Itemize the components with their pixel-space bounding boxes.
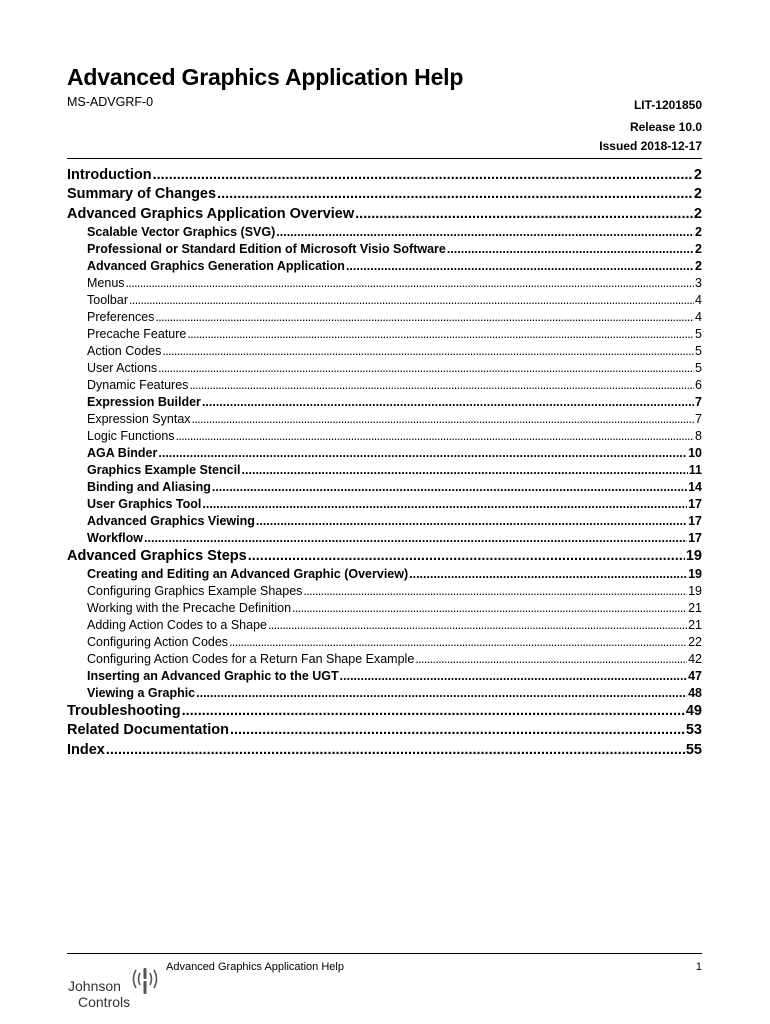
toc-entry[interactable] [67,377,702,394]
toc-entry[interactable] [67,741,702,760]
toc-entry[interactable] [67,566,702,583]
toc-entry-page: 19 [688,567,702,582]
toc-entry-title: Viewing a Graphic [87,686,196,701]
toc-leader-dots [153,166,693,185]
toc-entry[interactable] [67,721,702,740]
toc-entry[interactable] [67,634,702,651]
toc-entry-page: 49 [685,703,702,720]
toc-leader-dots [189,377,694,394]
toc-entry[interactable] [67,685,702,702]
release-label: Release 10.0 [629,120,702,134]
toc-entry-page: 2 [693,186,702,203]
toc-entry-title: Advanced Graphics Application Overview [67,205,355,222]
toc-leader-dots [346,258,694,275]
toc-entry-page: 22 [688,635,702,650]
toc-leader-dots [230,721,685,740]
toc-entry[interactable] [67,583,702,600]
toc-entry-title: Scalable Vector Graphics (SVG) [87,224,276,239]
toc-entry-page: 2 [693,167,702,183]
toc-entry[interactable] [67,241,702,258]
toc-entry-page: 11 [688,462,702,477]
toc-entry-title: Toolbar [87,292,128,307]
toc-entry-page: 17 [688,530,702,545]
toc-entry[interactable] [67,600,702,617]
toc-entry-title: Troubleshooting [67,703,181,720]
toc-leader-dots [229,634,687,651]
toc-entry-title: Working with the Precache Definition [87,601,292,616]
toc-leader-dots [248,547,685,566]
toc-leader-dots [192,411,695,428]
toc-entry-title: Graphics Example Stencil [87,462,241,477]
toc-entry-page: 17 [688,513,702,528]
toc-entry[interactable] [67,309,702,326]
toc-entry-title: Related Documentation [67,722,229,739]
toc-entry-title: Summary of Changes [67,186,217,203]
logo-emblem-icon [128,964,162,998]
toc-entry[interactable] [67,617,702,634]
document-code: MS-ADVGRF-0 [67,95,154,109]
toc-entry-title: Professional or Standard Edition of Microsoft Visio Software [87,241,446,256]
toc-leader-dots [129,292,694,309]
issue-date: Issued 2018-12-17 [599,139,702,153]
toc-entry-title: Logic Functions [87,428,175,443]
toc-entry[interactable] [67,205,702,224]
toc-entry-page: 21 [688,618,702,633]
toc-entry-title: Precache Feature [87,326,187,341]
logo-line-2: Controls [78,994,131,1010]
toc-leader-dots [415,651,687,668]
toc-leader-dots [182,702,685,721]
toc-entry-page: 19 [685,547,702,564]
header-divider [67,158,702,159]
toc-entry[interactable] [67,496,702,513]
toc-entry[interactable] [67,668,702,685]
toc-entry[interactable] [67,513,702,530]
toc-entry-page: 55 [685,741,702,758]
toc-entry-title: Configuring Action Codes for a Return Fan Shape Example [87,652,415,667]
toc-entry-title: Configuring Graphics Example Shapes [87,584,303,599]
toc-entry[interactable] [67,394,702,411]
toc-leader-dots [158,360,694,377]
footer-document-title: Advanced Graphics Application Help [166,961,344,973]
toc-entry-title: Advanced Graphics Generation Application [87,258,345,273]
toc-entry-page: 8 [695,428,702,443]
toc-entry-page: 2 [695,258,702,273]
toc-entry-title: Expression Builder [87,394,201,409]
toc-entry-page: 10 [688,445,702,460]
toc-entry-page: 19 [688,584,702,599]
toc-entry-page: 17 [688,496,702,511]
toc-leader-dots [355,205,693,224]
toc-entry-page: 7 [695,394,702,409]
toc-leader-dots [106,741,685,760]
toc-entry[interactable] [67,275,702,292]
toc-entry-title: Dynamic Features [87,377,189,392]
toc-entry-title: Introduction [67,167,152,183]
toc-entry-page: 5 [695,343,702,358]
toc-entry[interactable] [67,326,702,343]
toc-entry[interactable] [67,343,702,360]
toc-entry-title: Preferences [87,309,155,324]
toc-entry[interactable] [67,360,702,377]
toc-entry-page: 7 [695,411,702,426]
toc-leader-dots [268,617,687,634]
toc-entry-title: User Actions [87,360,158,375]
toc-entry-title: Inserting an Advanced Graphic to the UGT [87,669,339,684]
toc-entry[interactable] [67,428,702,445]
toc-leader-dots [212,479,687,496]
toc-entry-page: 6 [695,377,702,392]
toc-entry-title: Menus [87,275,125,290]
toc-leader-dots [447,241,694,258]
toc-leader-dots [155,309,694,326]
toc-entry-page: 5 [695,360,702,375]
logo-wordmark [68,978,130,1010]
toc-entry[interactable] [67,292,702,309]
toc-leader-dots [126,275,695,292]
toc-entry-page: 21 [688,601,702,616]
toc-entry[interactable] [67,166,702,185]
toc-entry[interactable] [67,185,702,204]
toc-entry-page: 2 [693,205,702,222]
johnson-controls-logo [68,962,168,1012]
toc-entry-page: 2 [695,241,702,256]
toc-entry[interactable] [67,258,702,275]
toc-entry-title: Configuring Action Codes [87,635,229,650]
toc-entry-page: 2 [695,224,702,239]
toc-entry-title: Action Codes [87,343,162,358]
toc-entry-title: Creating and Editing an Advanced Graphic (Overview) [87,567,409,582]
toc-entry-title: AGA Binder [87,445,158,460]
toc-entry[interactable] [67,224,702,241]
footer-page-number: 1 [695,961,702,973]
toc-entry-title: Expression Syntax [87,411,191,426]
toc-entry-title: Advanced Graphics Viewing [87,513,255,528]
toc-entry[interactable] [67,411,702,428]
toc-leader-dots [162,343,694,360]
toc-leader-dots [176,428,694,445]
toc-entry[interactable] [67,702,702,721]
toc-entry-page: 14 [688,479,702,494]
table-of-contents [67,166,702,760]
toc-entry-page: 47 [688,669,702,684]
toc-entry[interactable] [67,462,702,479]
toc-leader-dots [202,394,694,411]
toc-leader-dots [187,326,694,343]
toc-entry-page: 53 [685,722,702,739]
toc-leader-dots [292,600,687,617]
toc-entry-title: Index [67,741,105,758]
toc-leader-dots [340,668,687,685]
toc-leader-dots [158,445,687,462]
logo-line-1: Johnson [68,978,121,994]
toc-leader-dots [242,462,688,479]
toc-entry[interactable] [67,651,702,668]
document-title: Advanced Graphics Application Help [67,64,464,90]
toc-leader-dots [196,685,687,702]
toc-leader-dots [144,530,687,547]
toc-entry-title: Binding and Aliasing [87,479,211,494]
toc-leader-dots [217,185,693,204]
toc-entry[interactable] [67,445,702,462]
toc-entry-page: 5 [695,326,702,341]
toc-entry[interactable] [67,547,702,566]
toc-entry-page: 48 [688,686,702,701]
toc-entry-title: Workflow [87,530,144,545]
toc-entry-page: 4 [695,292,702,307]
toc-leader-dots [409,566,687,583]
toc-entry-page: 4 [695,309,702,324]
toc-entry[interactable] [67,479,702,496]
footer-divider [67,953,702,954]
toc-leader-dots [276,224,694,241]
lit-number: LIT-1201850 [633,98,702,112]
toc-entry-title: Advanced Graphics Steps [67,547,247,564]
toc-leader-dots [256,513,687,530]
toc-entry[interactable] [67,530,702,547]
toc-leader-dots [202,496,687,513]
toc-entry-title: User Graphics Tool [87,496,202,511]
toc-entry-page: 42 [688,652,702,667]
toc-entry-page: 3 [695,275,702,290]
toc-leader-dots [303,583,687,600]
toc-entry-title: Adding Action Codes to a Shape [87,618,267,633]
